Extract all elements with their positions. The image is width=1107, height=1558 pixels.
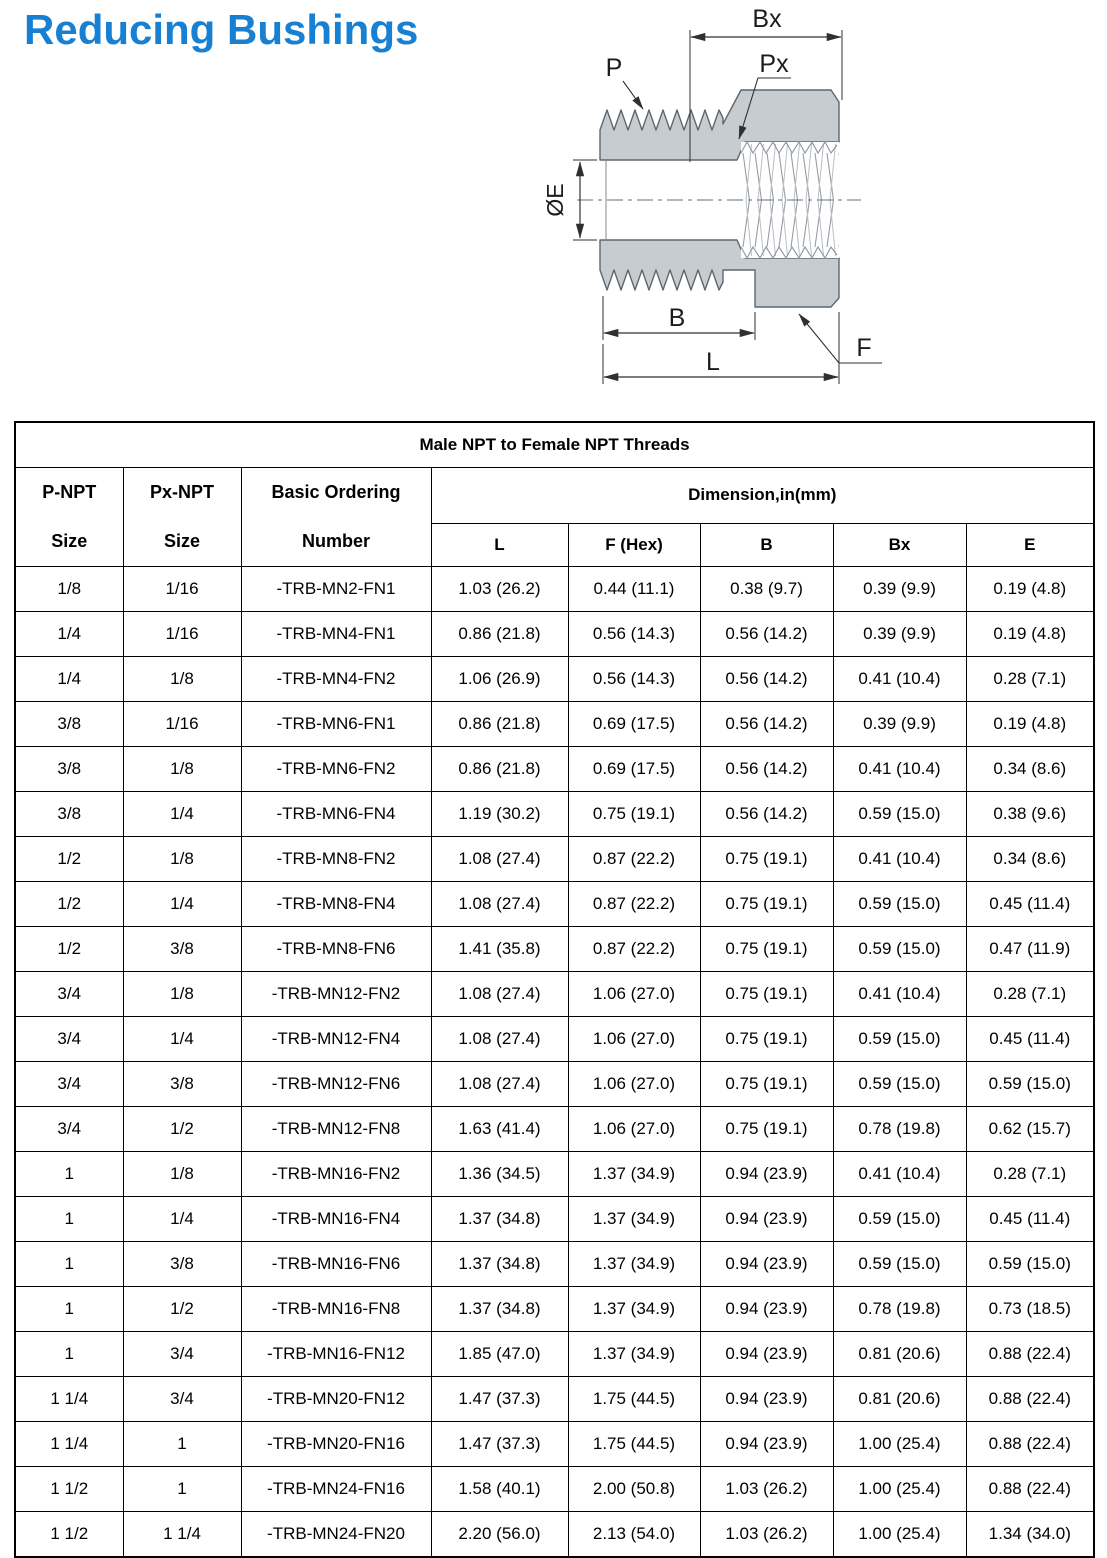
cell-dim-e: 0.45 (11.4) <box>966 1197 1094 1242</box>
cell-dim-e: 0.19 (4.8) <box>966 702 1094 747</box>
l-label: L <box>706 348 720 376</box>
cell-p-npt-size: 1/4 <box>15 612 123 657</box>
cell-dim-bx: 0.59 (15.0) <box>833 882 966 927</box>
cell-px-npt-size: 1/4 <box>123 792 241 837</box>
cell-dim-l: 1.58 (40.1) <box>431 1467 568 1512</box>
col-header-px-npt-line1: Px-NPT <box>149 482 214 502</box>
table-row <box>15 1242 1094 1287</box>
cell-dim-l: 1.06 (26.9) <box>431 657 568 702</box>
cell-px-npt-size: 1 <box>123 1422 241 1467</box>
cell-dim-bx: 0.59 (15.0) <box>833 927 966 972</box>
cell-dim-bx: 1.00 (25.4) <box>833 1512 966 1558</box>
cell-dim-bx: 0.78 (19.8) <box>833 1107 966 1152</box>
cell-dim-bx: 0.39 (9.9) <box>833 702 966 747</box>
cell-dim-bx: 0.41 (10.4) <box>833 657 966 702</box>
cell-p-npt-size: 3/4 <box>15 1107 123 1152</box>
cell-dim-f-hex: 2.00 (50.8) <box>568 1467 700 1512</box>
cell-dim-bx: 0.81 (20.6) <box>833 1332 966 1377</box>
cell-p-npt-size: 1 1/4 <box>15 1422 123 1467</box>
cell-px-npt-size: 1/2 <box>123 1107 241 1152</box>
cell-ordering-number: -TRB-MN8-FN4 <box>241 882 431 927</box>
cell-p-npt-size: 3/8 <box>15 792 123 837</box>
col-header-e: E <box>966 523 1094 566</box>
cell-p-npt-size: 1 <box>15 1152 123 1197</box>
cell-ordering-number: -TRB-MN2-FN1 <box>241 567 431 612</box>
cell-ordering-number: -TRB-MN20-FN16 <box>241 1422 431 1467</box>
cell-dim-e: 0.28 (7.1) <box>966 657 1094 702</box>
table-row <box>15 612 1094 657</box>
cell-dim-b: 0.94 (23.9) <box>700 1287 833 1332</box>
cell-dim-l: 1.85 (47.0) <box>431 1332 568 1377</box>
cell-dim-bx: 0.81 (20.6) <box>833 1377 966 1422</box>
px-label: Px <box>759 50 789 78</box>
cell-dim-e: 0.59 (15.0) <box>966 1242 1094 1287</box>
cell-px-npt-size: 1/4 <box>123 882 241 927</box>
cell-dim-f-hex: 0.56 (14.3) <box>568 657 700 702</box>
cell-dim-f-hex: 0.44 (11.1) <box>568 567 700 612</box>
cell-dim-bx: 0.41 (10.4) <box>833 972 966 1017</box>
col-header-bx: Bx <box>833 523 966 566</box>
cell-dim-bx: 0.41 (10.4) <box>833 747 966 792</box>
table-row <box>15 972 1094 1017</box>
cell-ordering-number: -TRB-MN6-FN2 <box>241 747 431 792</box>
cell-dim-f-hex: 0.87 (22.2) <box>568 927 700 972</box>
b-label: B <box>668 304 686 332</box>
cell-dim-f-hex: 1.37 (34.9) <box>568 1332 700 1377</box>
page-title: Reducing Bushings <box>24 6 419 53</box>
cell-dim-f-hex: 1.37 (34.9) <box>568 1287 700 1332</box>
cell-px-npt-size: 1/16 <box>123 702 241 747</box>
col-header-p-npt-line2: Size <box>51 531 88 551</box>
oe-label: ØE <box>542 183 568 217</box>
cell-dim-l: 1.47 (37.3) <box>431 1377 568 1422</box>
cell-px-npt-size: 3/4 <box>123 1377 241 1422</box>
cell-px-npt-size: 1/16 <box>123 612 241 657</box>
cell-p-npt-size: 1 <box>15 1332 123 1377</box>
table-header-row-1 <box>15 468 1094 524</box>
table-row <box>15 567 1094 612</box>
cell-px-npt-size: 1/8 <box>123 837 241 882</box>
cell-ordering-number: -TRB-MN16-FN6 <box>241 1242 431 1287</box>
cell-dim-b: 0.75 (19.1) <box>700 972 833 1017</box>
cell-dim-b: 1.03 (26.2) <box>700 1512 833 1558</box>
cell-ordering-number: -TRB-MN12-FN8 <box>241 1107 431 1152</box>
cell-dim-e: 0.45 (11.4) <box>966 1017 1094 1062</box>
bx-label: Bx <box>752 5 782 33</box>
cell-ordering-number: -TRB-MN24-FN16 <box>241 1467 431 1512</box>
cell-dim-l: 0.86 (21.8) <box>431 747 568 792</box>
cell-px-npt-size: 1/8 <box>123 972 241 1017</box>
cell-p-npt-size: 3/8 <box>15 747 123 792</box>
cell-dim-l: 1.41 (35.8) <box>431 927 568 972</box>
cell-ordering-number: -TRB-MN4-FN1 <box>241 612 431 657</box>
cell-p-npt-size: 1 1/2 <box>15 1467 123 1512</box>
cell-dim-l: 1.37 (34.8) <box>431 1287 568 1332</box>
table-row <box>15 792 1094 837</box>
cell-ordering-number: -TRB-MN12-FN2 <box>241 972 431 1017</box>
cell-dim-b: 0.94 (23.9) <box>700 1422 833 1467</box>
cell-dim-f-hex: 0.69 (17.5) <box>568 747 700 792</box>
cell-dim-f-hex: 1.37 (34.9) <box>568 1152 700 1197</box>
cell-px-npt-size: 3/8 <box>123 927 241 972</box>
cell-dim-b: 0.75 (19.1) <box>700 1062 833 1107</box>
cell-dim-l: 1.08 (27.4) <box>431 882 568 927</box>
cell-dim-l: 1.63 (41.4) <box>431 1107 568 1152</box>
cell-ordering-number: -TRB-MN16-FN8 <box>241 1287 431 1332</box>
cell-px-npt-size: 1 1/4 <box>123 1512 241 1558</box>
table-row <box>15 1422 1094 1467</box>
cell-dim-e: 0.19 (4.8) <box>966 612 1094 657</box>
cell-p-npt-size: 1 1/2 <box>15 1512 123 1558</box>
table-row <box>15 1377 1094 1422</box>
p-leader <box>623 81 643 109</box>
cell-dim-f-hex: 1.06 (27.0) <box>568 1062 700 1107</box>
cell-p-npt-size: 3/4 <box>15 1017 123 1062</box>
cell-dim-b: 0.94 (23.9) <box>700 1152 833 1197</box>
cell-p-npt-size: 1/2 <box>15 927 123 972</box>
cell-dim-e: 0.19 (4.8) <box>966 567 1094 612</box>
cell-dim-b: 0.56 (14.2) <box>700 657 833 702</box>
cell-ordering-number: -TRB-MN20-FN12 <box>241 1377 431 1422</box>
f-label: F <box>856 334 872 362</box>
cell-dim-bx: 0.59 (15.0) <box>833 1197 966 1242</box>
cell-px-npt-size: 1/8 <box>123 747 241 792</box>
cell-dim-l: 0.86 (21.8) <box>431 702 568 747</box>
cell-dim-bx: 1.00 (25.4) <box>833 1422 966 1467</box>
cell-dim-bx: 0.59 (15.0) <box>833 1017 966 1062</box>
table-row <box>15 1017 1094 1062</box>
col-header-p-npt <box>15 468 123 567</box>
cell-dim-e: 0.28 (7.1) <box>966 972 1094 1017</box>
cell-px-npt-size: 1/4 <box>123 1197 241 1242</box>
table-row <box>15 1467 1094 1512</box>
cell-dim-e: 0.73 (18.5) <box>966 1287 1094 1332</box>
col-header-l: L <box>431 523 568 566</box>
cell-dim-bx: 0.39 (9.9) <box>833 612 966 657</box>
cell-dim-e: 0.34 (8.6) <box>966 837 1094 882</box>
cell-dim-l: 1.08 (27.4) <box>431 837 568 882</box>
cell-px-npt-size: 1/8 <box>123 657 241 702</box>
reducing-bushing-drawing <box>527 0 1107 420</box>
cell-dim-e: 0.88 (22.4) <box>966 1377 1094 1422</box>
cell-ordering-number: -TRB-MN6-FN4 <box>241 792 431 837</box>
table-row <box>15 1287 1094 1332</box>
cell-px-npt-size: 1/8 <box>123 1152 241 1197</box>
cell-ordering-number: -TRB-MN12-FN4 <box>241 1017 431 1062</box>
cell-p-npt-size: 1/4 <box>15 657 123 702</box>
cell-dim-b: 0.94 (23.9) <box>700 1332 833 1377</box>
cell-ordering-number: -TRB-MN16-FN4 <box>241 1197 431 1242</box>
cell-dim-b: 0.75 (19.1) <box>700 927 833 972</box>
cell-ordering-number: -TRB-MN16-FN2 <box>241 1152 431 1197</box>
cell-dim-l: 1.47 (37.3) <box>431 1422 568 1467</box>
cell-dim-f-hex: 1.75 (44.5) <box>568 1422 700 1467</box>
cell-p-npt-size: 1 <box>15 1197 123 1242</box>
table-row <box>15 1332 1094 1377</box>
table-row <box>15 1152 1094 1197</box>
cell-dim-bx: 0.59 (15.0) <box>833 1242 966 1287</box>
cell-dim-b: 0.94 (23.9) <box>700 1377 833 1422</box>
cell-dim-e: 0.34 (8.6) <box>966 747 1094 792</box>
cell-dim-e: 0.62 (15.7) <box>966 1107 1094 1152</box>
table-row <box>15 882 1094 927</box>
cell-dim-e: 0.88 (22.4) <box>966 1422 1094 1467</box>
cell-dim-l: 1.08 (27.4) <box>431 972 568 1017</box>
table-row <box>15 702 1094 747</box>
col-header-p-npt-line1: P-NPT <box>42 482 97 502</box>
table-row <box>15 1107 1094 1152</box>
table-body <box>15 567 1094 1558</box>
cell-dim-l: 1.37 (34.8) <box>431 1242 568 1287</box>
cell-dim-e: 0.47 (11.9) <box>966 927 1094 972</box>
cell-dim-e: 0.45 (11.4) <box>966 882 1094 927</box>
table-row <box>15 1062 1094 1107</box>
cell-ordering-number: -TRB-MN12-FN6 <box>241 1062 431 1107</box>
table-section-title: Male NPT to Female NPT Threads <box>15 422 1094 468</box>
cell-ordering-number: -TRB-MN24-FN20 <box>241 1512 431 1558</box>
cell-p-npt-size: 1/8 <box>15 567 123 612</box>
cell-dim-bx: 0.41 (10.4) <box>833 1152 966 1197</box>
cell-px-npt-size: 1/2 <box>123 1287 241 1332</box>
col-header-ordering-line2: Number <box>301 531 370 551</box>
cell-dim-e: 0.38 (9.6) <box>966 792 1094 837</box>
cell-px-npt-size: 3/8 <box>123 1242 241 1287</box>
cell-px-npt-size: 1/4 <box>123 1017 241 1062</box>
p-label: P <box>605 54 623 82</box>
cell-px-npt-size: 3/8 <box>123 1062 241 1107</box>
cell-px-npt-size: 1/16 <box>123 567 241 612</box>
cell-dim-l: 1.08 (27.4) <box>431 1062 568 1107</box>
cell-ordering-number: -TRB-MN8-FN2 <box>241 837 431 882</box>
table-row <box>15 1512 1094 1558</box>
cell-dim-b: 0.56 (14.2) <box>700 702 833 747</box>
cell-dim-b: 0.75 (19.1) <box>700 1107 833 1152</box>
cell-dim-b: 0.56 (14.2) <box>700 747 833 792</box>
table-row <box>15 837 1094 882</box>
cell-dim-f-hex: 1.06 (27.0) <box>568 972 700 1017</box>
cell-dim-f-hex: 0.69 (17.5) <box>568 702 700 747</box>
cell-dim-b: 0.75 (19.1) <box>700 837 833 882</box>
cell-dim-l: 1.36 (34.5) <box>431 1152 568 1197</box>
cell-dim-f-hex: 0.87 (22.2) <box>568 837 700 882</box>
cell-dim-f-hex: 2.13 (54.0) <box>568 1512 700 1558</box>
cell-dim-b: 0.38 (9.7) <box>700 567 833 612</box>
cell-dim-b: 0.56 (14.2) <box>700 792 833 837</box>
col-header-ordering-number <box>241 468 431 567</box>
cell-dim-b: 0.94 (23.9) <box>700 1197 833 1242</box>
cell-dim-f-hex: 0.75 (19.1) <box>568 792 700 837</box>
bushing-cross-section <box>527 0 1107 420</box>
table-row <box>15 1197 1094 1242</box>
cell-p-npt-size: 1/2 <box>15 837 123 882</box>
cell-dim-e: 1.34 (34.0) <box>966 1512 1094 1558</box>
cell-px-npt-size: 3/4 <box>123 1332 241 1377</box>
table-row <box>15 747 1094 792</box>
cell-dim-f-hex: 1.37 (34.9) <box>568 1197 700 1242</box>
cell-dim-l: 2.20 (56.0) <box>431 1512 568 1558</box>
col-header-px-npt <box>123 468 241 567</box>
cell-dim-l: 1.19 (30.2) <box>431 792 568 837</box>
cell-dim-l: 1.37 (34.8) <box>431 1197 568 1242</box>
cell-dim-bx: 0.39 (9.9) <box>833 567 966 612</box>
table-section-row <box>15 422 1094 468</box>
col-header-dimension-group: Dimension,in(mm) <box>431 468 1094 524</box>
col-header-f-hex: F (Hex) <box>568 523 700 566</box>
cell-ordering-number: -TRB-MN16-FN12 <box>241 1332 431 1377</box>
cell-dim-b: 0.75 (19.1) <box>700 882 833 927</box>
cell-p-npt-size: 3/4 <box>15 972 123 1017</box>
table-row <box>15 657 1094 702</box>
cell-dim-e: 0.59 (15.0) <box>966 1062 1094 1107</box>
cell-p-npt-size: 3/4 <box>15 1062 123 1107</box>
cell-dim-l: 1.08 (27.4) <box>431 1017 568 1062</box>
col-header-px-npt-line2: Size <box>163 531 201 551</box>
table-row <box>15 927 1094 972</box>
cell-p-npt-size: 3/8 <box>15 702 123 747</box>
cell-dim-bx: 1.00 (25.4) <box>833 1467 966 1512</box>
cell-dim-f-hex: 1.75 (44.5) <box>568 1377 700 1422</box>
cell-dim-f-hex: 0.56 (14.3) <box>568 612 700 657</box>
cell-dim-f-hex: 0.87 (22.2) <box>568 882 700 927</box>
cell-p-npt-size: 1/2 <box>15 882 123 927</box>
cell-dim-bx: 0.59 (15.0) <box>833 1062 966 1107</box>
cell-dim-bx: 0.59 (15.0) <box>833 792 966 837</box>
cell-dim-f-hex: 1.37 (34.9) <box>568 1242 700 1287</box>
cell-dim-f-hex: 1.06 (27.0) <box>568 1107 700 1152</box>
spec-table <box>14 421 1095 1558</box>
cell-dim-b: 1.03 (26.2) <box>700 1467 833 1512</box>
cell-dim-e: 0.28 (7.1) <box>966 1152 1094 1197</box>
cell-dim-b: 0.94 (23.9) <box>700 1242 833 1287</box>
col-header-ordering-line1: Basic Ordering <box>271 482 401 502</box>
cell-px-npt-size: 1 <box>123 1467 241 1512</box>
cell-p-npt-size: 1 1/4 <box>15 1377 123 1422</box>
cell-dim-e: 0.88 (22.4) <box>966 1332 1094 1377</box>
cell-dim-e: 0.88 (22.4) <box>966 1467 1094 1512</box>
cell-dim-l: 1.03 (26.2) <box>431 567 568 612</box>
col-header-b: B <box>700 523 833 566</box>
cell-dim-b: 0.75 (19.1) <box>700 1017 833 1062</box>
cell-dim-b: 0.56 (14.2) <box>700 612 833 657</box>
cell-dim-f-hex: 1.06 (27.0) <box>568 1017 700 1062</box>
cell-ordering-number: -TRB-MN6-FN1 <box>241 702 431 747</box>
cell-p-npt-size: 1 <box>15 1242 123 1287</box>
cell-ordering-number: -TRB-MN8-FN6 <box>241 927 431 972</box>
cell-dim-l: 0.86 (21.8) <box>431 612 568 657</box>
cell-ordering-number: -TRB-MN4-FN2 <box>241 657 431 702</box>
cell-dim-bx: 0.78 (19.8) <box>833 1287 966 1332</box>
cell-dim-bx: 0.41 (10.4) <box>833 837 966 882</box>
cell-p-npt-size: 1 <box>15 1287 123 1332</box>
